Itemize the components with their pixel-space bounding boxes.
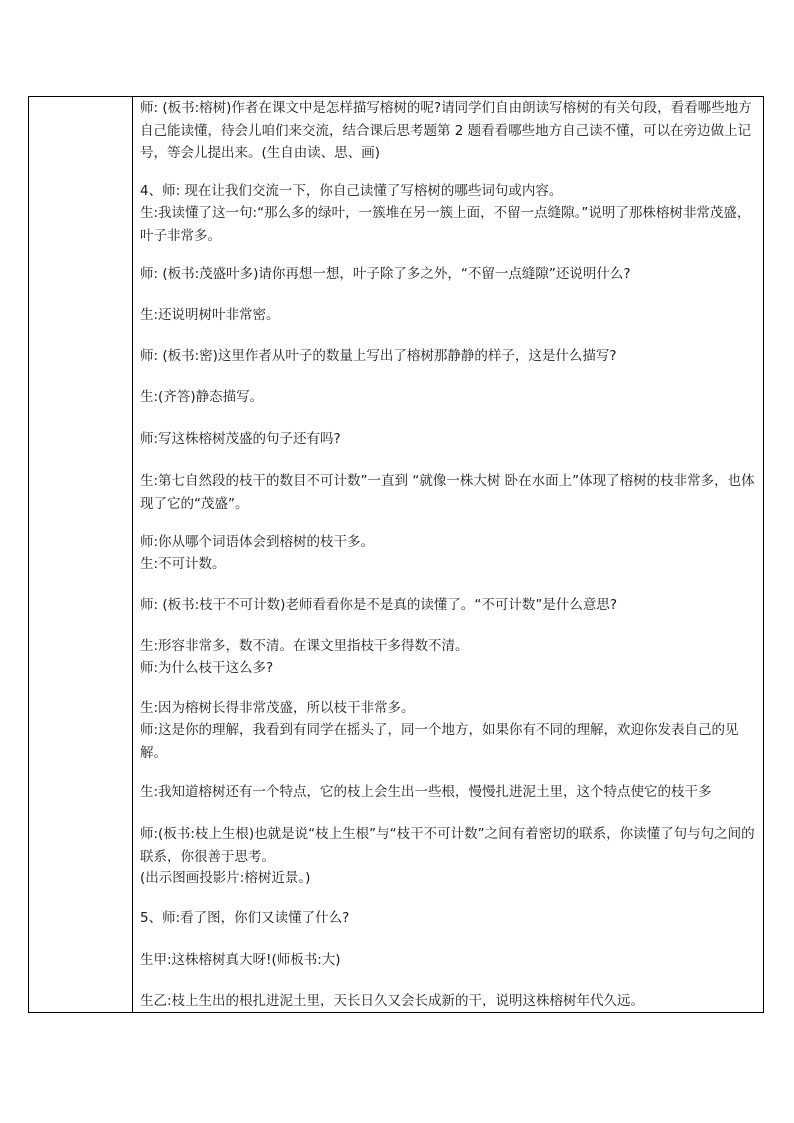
lesson-table [28, 96, 764, 1013]
paragraph-teacher-static: 师: (板书:密)这里作者从叶子的数量上写出了榕树那静静的样子，这是什么描写? [140, 348, 617, 364]
paragraph-teacher-why: 师:为什么枝干这么多? [140, 660, 274, 676]
paragraph-student-b: 生乙:枝上生出的根扎进泥土里，天长日久又会长成新的干，说明这株榕树年代久远。 [140, 993, 645, 1009]
paragraph-projection-note: (出示图画投影片:榕树近景。) [140, 870, 311, 886]
paragraph-teacher-leaves-dense: 师: (板书:茂盛叶多)请你再想一想，叶子除了多之外，“不留一点缝隙”还说明什么? [140, 266, 631, 282]
paragraph-student-because: 生:因为榕树长得非常茂盛，所以枝干非常多。 [140, 700, 415, 716]
paragraph-teacher-intro: 师: (板书:榕树)作者在课文中是怎样描写榕树的呢?请同学们自由朗读写榕树的有关句段，看看哪些地方自己能读懂，待会儿咱们来交流，结合课后思考题第 2 题看看哪些地方自己读不懂，可以在旁边做上记号，等会儿提出来。(生自由读、思、画) [140, 100, 752, 161]
paragraph-student-meaning: 生:形容非常多，数不清。在课文里指枝干多得数不清。 [140, 638, 469, 654]
paragraph-student-dense: 生:还说明树叶非常密。 [140, 307, 280, 323]
paragraph-step5-question: 5、师:看了图，你们又读懂了什么? [140, 910, 350, 926]
paragraph-step4-question: 4、师: 现在让我们交流一下，你自己读懂了写榕树的哪些词句或内容。 [140, 183, 563, 199]
paragraph-student-leaves: 生:我读懂了这一句:“那么多的绿叶，一簇堆在另一簇上面，不留一点缝隙。”说明了那株榕树非常茂盛，叶子非常多。 [140, 205, 751, 244]
paragraph-student-branches: 生:第七自然段的枝干的数目不可计数”一直到 “就像一株大树 卧在水面上”体现了榕树的枝非常多，也体现了它的“茂盛”。 [140, 473, 755, 512]
paragraph-student-a: 生甲:这株榕树真大呀!(师板书:大) [140, 952, 341, 968]
paragraph-student-countless: 生:不可计数。 [140, 556, 226, 572]
paragraph-teacher-which-word: 师:你从哪个词语体会到榕树的枝干多。 [140, 534, 375, 550]
left-column-cell [29, 97, 133, 1012]
paragraph-student-static: 生:(齐答)静态描写。 [140, 389, 264, 405]
paragraph-teacher-different: 师:这是你的理解，我看到有同学在摇头了，同一个地方，如果你有不同的理解，欢迎你发表自己的见解。 [140, 722, 739, 761]
paragraph-teacher-meaning: 师: (板书:枝干不可计数)老师看看你是不是真的读懂了。“不可计数”是什么意思? [140, 597, 618, 613]
paragraph-student-roots: 生:我知道榕树还有一个特点，它的枝上会生出一些根，慢慢扎进泥土里，这个特点使它的枝干多 [140, 784, 712, 800]
paragraph-teacher-more-sentences: 师:写这株榕树茂盛的句子还有吗? [140, 431, 341, 447]
paragraph-teacher-connection: 师:(板书:枝上生根)也就是说“枝上生根”与“枝干不可计数”之间有着密切的联系，你读懂了句与句之间的联系，你很善于思考。 [140, 826, 755, 865]
